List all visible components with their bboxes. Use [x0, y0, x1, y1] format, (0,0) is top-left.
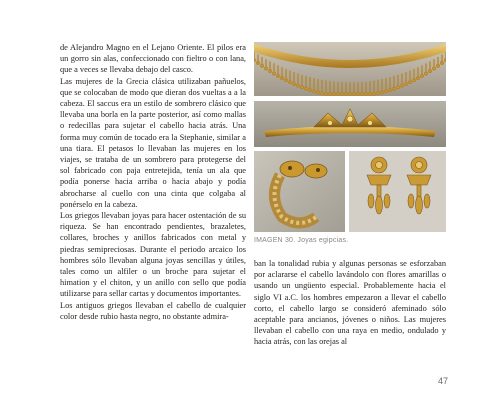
right-text-column	[254, 258, 446, 348]
body-paragraph: ban la tonalidad rubia y algunas personas se esforzaban por aclararse el cabello lavándolo con flores amarillas o usando un ungüento especial. Probablemente hacia el siglo VI a.C. los hombres empezaron a llevar el cabello corto, el cabello largo se consideró afeminado sólo aceptable para ancianos, jóvenes o niños. Las mujeres llevaban el cabello con una raya en medio, ondulado y hacia atrás, con las orejas al	[254, 259, 446, 347]
gold-earrings-photo	[349, 151, 446, 232]
body-paragraph: Las mujeres de la Grecia clásica utilizaban pañuelos, que se colocaban de modo que dieran dos vueltas a a la cabeza. El saccus era un estilo de sombrero clásico que llevaba una borla en la parte posterior, así como mallas o redecillas para sujetar el cabello hacia atrás. Una forma muy común de tocado era la Stephanie, similar a una tiara. El petasos lo llevaban las mujeres en los viajes, se trataba de un sombrero para protegerse del sol fabricado con paja entretejida, tenía un ala que podía ponerse hacia arriba o hacia abajo y podía abrocharse al cuello con una cinta que colgaba al ponérselo en la cabeza.	[60, 76, 246, 209]
page-number: 47	[437, 376, 448, 386]
gold-necklace-photo	[254, 42, 446, 96]
gold-diadem-photo	[254, 101, 446, 147]
gold-bracelet-photo	[254, 151, 345, 232]
body-paragraph: de Alejandro Magno en el Lejano Oriente. El pilos era un gorro sin alas, confeccionado con fieltro o con lana, que a veces se llevaba debajo del casco.	[60, 43, 246, 75]
figure-caption: IMAGEN 30. Joyas egipcias.	[254, 237, 349, 244]
left-text-column	[60, 42, 246, 322]
body-paragraph: Los antiguos griegos llevaban el cabello de cualquier color desde rubio hasta negro, no obstante admira-	[60, 300, 246, 321]
body-paragraph: Los griegos llevaban joyas para hacer ostentación de su riqueza. Se han encontrado pendientes, brazaletes, collares, broches y anillos fabricados con metal y piedras semipreciosas. Durante el periodo arcaico los hombres sólo llevaban alguna joyas sencillas y útiles, tales como un alfiler o un broche para sujetar el himation y el chiton, y un anillo con sello que podía utilizarse para sellar cartas y documentos importantes.	[60, 211, 246, 299]
